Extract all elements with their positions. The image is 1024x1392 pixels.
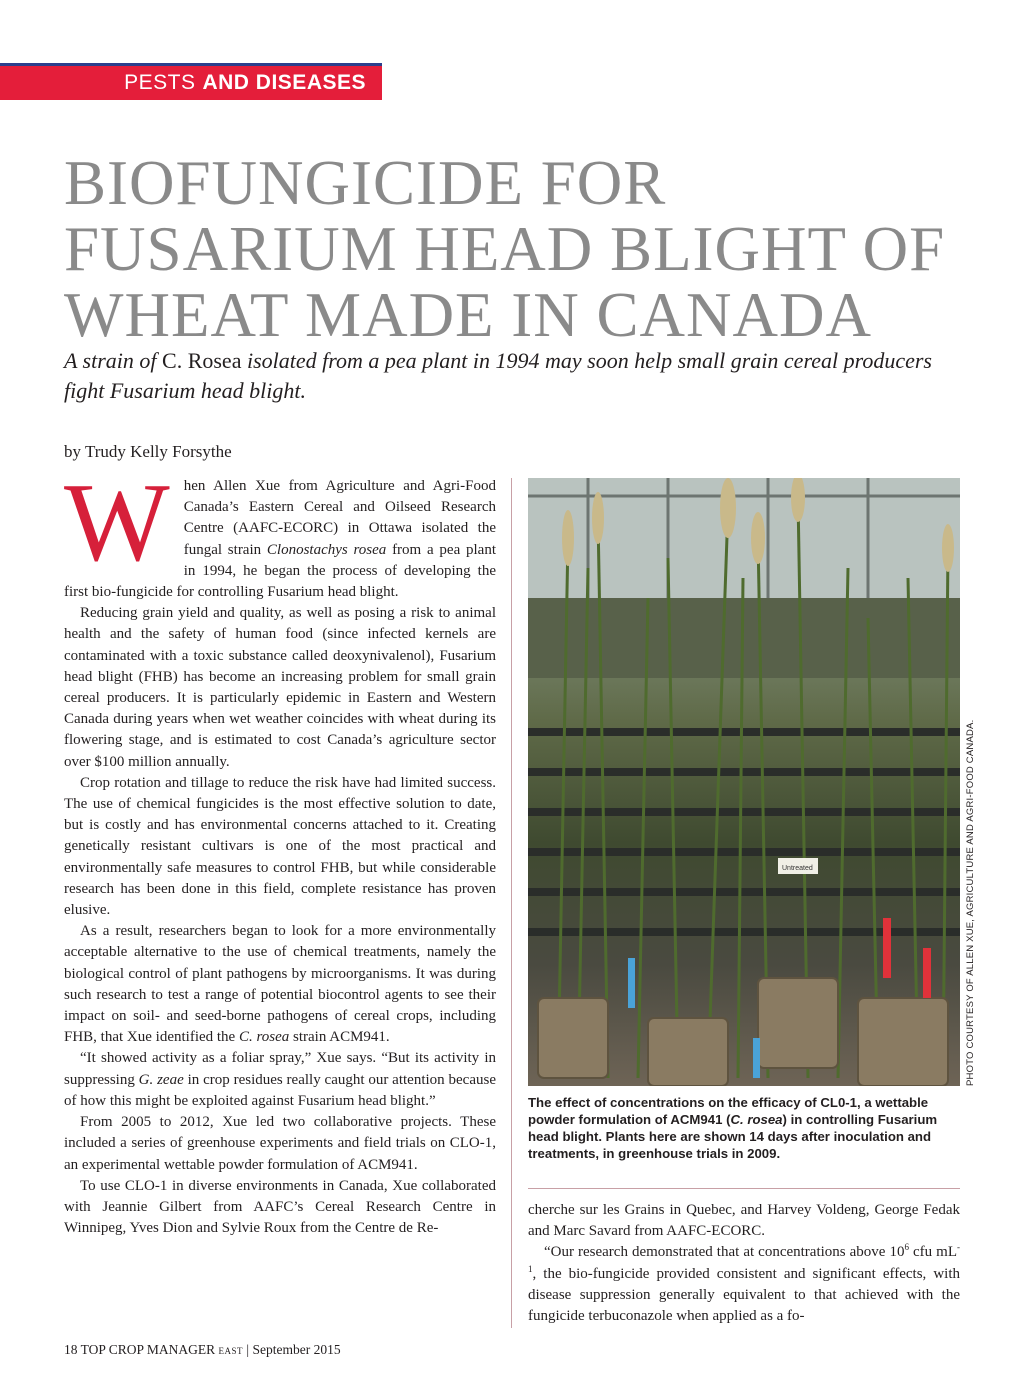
tag-label: Untreated [782,865,813,872]
p5-text-a: “It showed activity as a foliar spray,” Xue says. “But its activity in suppressing [64,1050,496,1088]
paragraph-4 [64,921,496,1048]
p5-species: G. zeae [138,1071,184,1088]
p5-text-b: in crop residues really caught our attention because of how this might be exploited against Fusarium head blight.” [64,1071,496,1109]
photo-credit: PHOTO COURTESY OF ALLEN XUE, AGRICULTURE AND AGRI-FOOD CANADA. [965,719,976,1086]
page-footer [64,1342,341,1358]
publication-name: TOP CROP MANAGER [80,1342,216,1357]
bench-grates [528,728,960,936]
deck [64,346,964,406]
byline: by Trudy Kelly Forsythe [64,442,232,461]
body-column-right [528,1200,960,1327]
caption-species: C. rosea [730,1112,783,1127]
headline-line-1: BIOFUNGICIDE FOR [64,148,667,218]
caption-divider [528,1188,960,1189]
paragraph-8: cherche sur les Grains in Quebec, and Harvey Voldeng, George Fedak and Marc Savard from AAFC-ECORC. [528,1202,960,1240]
section-tag-thin: PESTS [124,71,196,94]
column-divider [511,478,512,1328]
greenhouse-wheat-photo [528,478,960,1086]
p9-text-b: cfu mL [908,1244,958,1261]
paragraph-3: Crop rotation and tillage to reduce the risk have had limited success. The use of chemical fungicides is the most effective solution to date, but is costly and has environmental concerns attached to it. Creating genetically resistant cultivars is one of the most practical and environmentally safe measures to control FHB, but while considerable research has been done in this field, complete resistance has proven elusive. [64,774,496,919]
publication-edition: EAST [218,1346,244,1356]
p9-exponent-1: 6 [904,1242,909,1253]
paragraph-2: Reducing grain yield and quality, as well as posing a risk to animal health and the safety of human food (since infected kernels are contaminated with a toxic substance called deoxynivalenol), Fusarium head blight (FHB) has become an increasing problem for small grain cereal producers. It is particularly epidemic in Eastern and Western Canada during years when wet weather coincides with wheat during its flowering stage, and is estimated to cost Canada’s agriculture sector over $100 million annually. [64,605,496,770]
drop-cap: W [64,461,170,585]
paragraph-7: To use CLO-1 in diverse environments in Canada, Xue collaborated with Jeannie Gilbert from AAFC’s Cereal Research Centre in Winnipeg, Yves Dion and Sylvie Roux from the Centre de Re- [64,1177,496,1237]
headline [64,150,984,348]
caption-text-a: The effect of concentrations on the efficacy of CL0-1, a wettable powder formulation of ACM941 ( [528,1095,929,1127]
plant-pots [538,978,948,1086]
issue-date: September 2015 [252,1342,341,1357]
page-number: 18 [64,1342,78,1357]
section-tag [0,66,382,100]
p4-text-a: As a result, researchers began to look for a more environmentally acceptable alternative to the use of chemical treatments, namely the biological control of plant pathogens by microorganisms. It was during such research to test a range of potential biocontrol agents to see their impact on soil- and seed-borne pathogens of cereal crops, including FHB, that Xue identified the [64,923,496,1046]
paragraph-6: From 2005 to 2012, Xue led two collaborative projects. These included a series of greenhouse experiments and field trials on CLO-1, an experimental wettable powder formulation of ACM941. [64,1114,496,1173]
body-column-left [64,461,497,1239]
deck-text-a: A strain of [64,348,163,373]
p1-text-a: hen Allen Xue from Agriculture and Agri-Food Canada’s Eastern Cereal and Oilseed Research Centre (AAFC-ECORC) in Ottawa isolated the fungal strain [183,478,496,558]
paragraph-5 [64,1048,496,1112]
paragraph-1 [64,461,497,603]
deck-text-c: isolated from a pea plant in 1994 may soon help small grain cereal producers fight Fusarium head blight. [64,348,932,403]
caption-text-b: ) in controlling Fusarium head blight. Plants here are shown 14 days after inoculation and treatments, in greenhouse trials in 2009. [528,1112,938,1161]
p1-text-b: from a pea plant in 1994, he began the process of developing the first bio-fungicide for controlling Fusarium head blight. [64,541,497,601]
footer-separator: | [243,1342,253,1357]
p9-text-a: “Our research demonstrated that at concentrations above 10 [544,1244,905,1261]
headline-line-2: FUSARIUM HEAD BLIGHT OF [64,214,946,284]
section-tag-bold: AND DISEASES [202,71,366,94]
p4-text-b: strain ACM941. [289,1029,390,1046]
paragraph-9 [528,1242,960,1327]
p9-text-c: , the bio-fungicide provided consistent and significant effects, with disease suppression generally equivalent to that achieved with the fungicide terbuconazole when applied as a fo- [528,1265,960,1325]
photo-caption [528,1094,964,1162]
photo-illustration [528,478,960,1086]
p9-exponent-2: -1 [528,1242,961,1274]
headline-line-3: WHEAT MADE IN CANADA [64,280,873,350]
p4-species: C. rosea [238,1029,290,1046]
p1-species: Clonostachys rosea [266,541,387,558]
deck-species: C. Rosea [162,348,242,373]
